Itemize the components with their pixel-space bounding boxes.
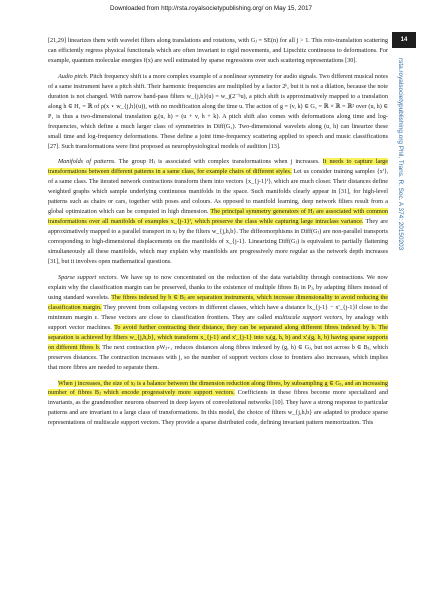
highlighted-text: The fibres indexed by b ∈ Bⱼ are separation instruments, which increase dimensionality to avoid reducing the classification margin.	[48, 293, 389, 311]
paragraph	[48, 36, 388, 66]
journal-side-strip	[392, 58, 416, 251]
body-text-span: Sparse support vectors.	[58, 273, 119, 281]
body-text-span: The group Hⱼ is associated with complex transformations when j increases.	[115, 158, 323, 166]
journal-citation-link[interactable]: rsta.royalsocietypublishing.org Phil. Trans. R. Soc. A 374: 20150203	[397, 58, 404, 251]
body-text-span: The next contraction ρWⱼ₊₁ reduces distances along fibres indexed by (g, h) ∈ Gⱼ, but not across b ∈ Bⱼ, which preserves distances. The contraction increases with j, so the number of support vectors close to frontiers also increases, which implies that more fibres are needed to separate them.	[48, 343, 388, 371]
body-text-span: Audio pitch.	[58, 72, 89, 80]
body-text-span: They prevent from collapsing vectors in different classes, which have a distance ‖x_{j-1} − x'_{j-1}‖ close to the minimum margin ε. These vectors are close to classification frontiers. They are called	[48, 303, 388, 321]
highlighted-text: To avoid further contracting their distance, they can be separated along different fibres indexed by b. The separation is achieved by filters w_{j,h,b}, which transform x_{j-1} and x'_{j-1} into xⱼ(g, h, b) and x'ⱼ(g, h, b) having sparse supports on different fibres b.	[48, 323, 388, 351]
paragraph	[48, 379, 388, 429]
body-text-span: Manifolds of patterns.	[58, 158, 116, 166]
body-text-span: , by analogy with support vector machines.	[48, 313, 388, 331]
body-text-span: [21,29] linearizes them with wavelet filters along translations and rotations, with Gⱼ = SE(n) for all j > 1. This roto-translation scattering can efficiently regress physical functionals which are often invariant to rigid movements, and Lipschitz continuous to deformations. For example, quantum molecular energies f(x) are well estimated by sparse regressions over such scattering representations [30].	[48, 37, 388, 64]
paragraph	[48, 157, 388, 266]
body-text-span: They are approximatively mapped to a parallel transport in xⱼ by the filters w_{j,h,b}. The diffeomorphisms in Diff(Gⱼ) are non-parallel transports corresponding to high-dimensional displacements on the manifolds of x_{j-1}. Linearizing Diff(Gⱼ) is equivalent to partially flattening simultaneously all these manifolds, which may explain why manifolds are progressively more regular as the network depth increases [31], but it involves open mathematical questions.	[48, 218, 388, 266]
download-header[interactable]: Downloaded from http://rsta.royalsocietypublishing.org/ on May 15, 2017	[110, 5, 312, 12]
body-text-span: We have up to now concentrated on the reduction of the data variability through contractions. We now explain why the classification margin can be preserved, thanks to the existence of multiple fibres Bⱼ in Pⱼ, by adapting filters instead of using standard wavelets.	[48, 273, 389, 301]
page-number-badge: 14	[392, 32, 416, 48]
body-text-span: Coefficients in these fibres become more specialized and invariants, as the grandmother neurons observed in deep layers of convolutional networks [10]. They have a strong response to particular patterns and are invariant to a large class of transformations. In this model, the choice of filters w_{j,h,b} are adapted to produce sparse representations of multiscale support vectors. They provide a sparse distributed code, defining invariant pattern memorization. This	[48, 389, 388, 427]
highlighted-text: The principal symmetry generators of Hⱼ are associated with common transformations over all manifolds of examples x_{j-1}ⁱ, which preserve the class while capturing large intraclass variance.	[48, 208, 388, 226]
body-text-span: Pitch frequency shift is a more complex example of a nonlinear symmetry for audio signals. Two different musical notes of a same instrument have a pitch shift. Their harmonic frequencies are multiplied by a factor 2ʰ, but it is not a dilation, because the note duration is not changed. With narrow band-pass filters w_{j,h}(u) = w_j(2⁻ʰu), a pitch shift is approximatively mapped to a translation along h ∈ H₁ = ℝ of ρ(x ⋆ w_{j,h}(u)), with no modification along the time u. The action of g = (v, k) ∈ G₁ = ℝ × ℝ = ℝ² over (u, h) ∈ P₁ is thus a two-dimensional translation g.(u, h) = (u + v, h + k). A pitch shift also comes with deformations along time and log-frequencies, which define a much larger class of symmetries in Diff(G₁). Two-dimensional wavelets along (u, h) can linearize these small time and log-frequency deformations. These define a joint time-frequency scattering applied to speech and music classifications [27]. Such transformations were first proposed as neurophysiological models of audition [13].	[48, 72, 388, 150]
body-text-span: Let us consider training samples {xⁱ}ᵢ of a same class. The iterated network contractions transform them into vectors {x_{j-1}ⁱ}ᵢ which are much closer. Their distances define weighted graphs which sample underlying continuous manifolds in the space. Such manifolds clearly appear in [31], for high-level patterns such as chairs or cars, together with poses and colours. As opposed to manifold learning, deep network filters result from a global optimization which can be computed in high dimension.	[48, 168, 388, 216]
paragraph	[48, 273, 388, 373]
article-body	[48, 36, 388, 434]
body-text-span: multiscale support vectors	[274, 313, 342, 321]
paragraph	[48, 72, 388, 152]
highlighted-text: When j increases, the size of xⱼ is a balance between the dimension reduction along fibres, by subsampling g ∈ Gⱼ, and an increasing number of fibres Bⱼ which encode progressively more support vectors.	[48, 379, 388, 397]
highlighted-text: It needs to capture large transformations between different patterns in a same class, for example chairs of different styles.	[48, 158, 388, 176]
